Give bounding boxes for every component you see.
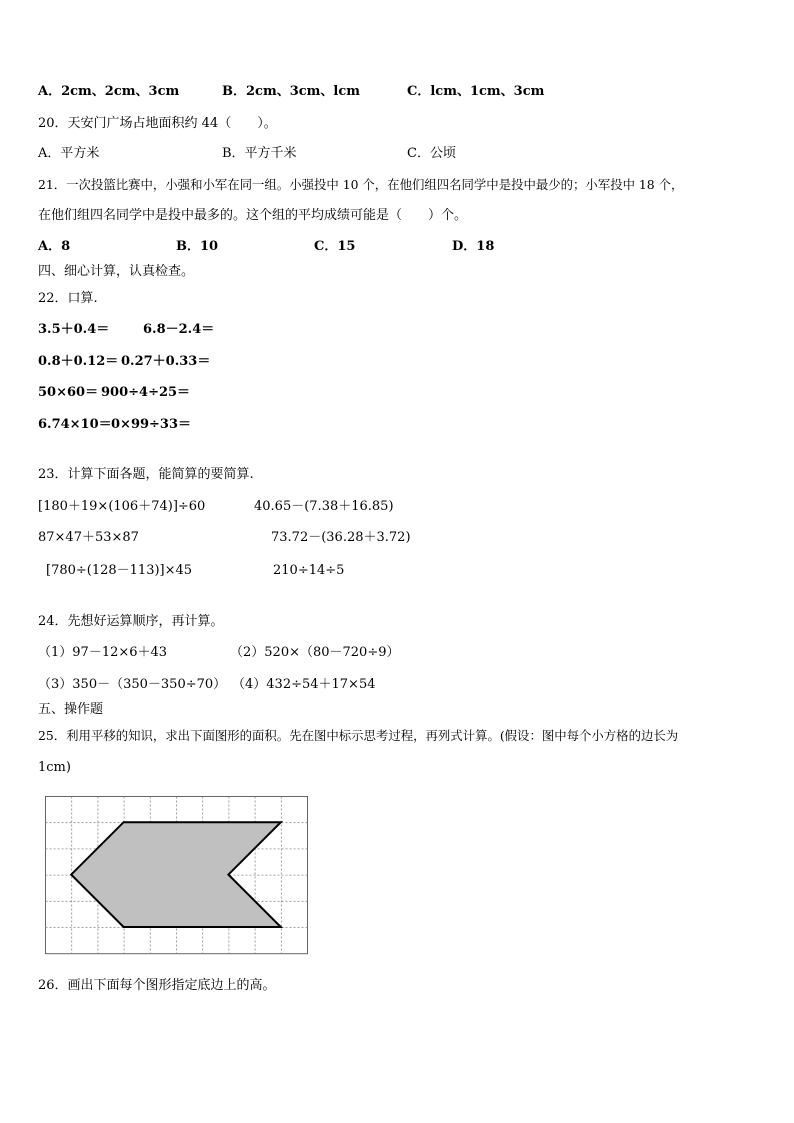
q24-item: （2）520×（80－720÷9） <box>230 645 400 660</box>
q23-item: 210÷14÷5 <box>273 563 345 578</box>
q23-title: 23．计算下面各题，能简算的要简算. <box>38 467 254 482</box>
q22-item: 6.8－2.4＝ <box>143 322 215 337</box>
q26-title: 26．画出下面每个图形指定底边上的高。 <box>38 978 276 993</box>
q23-item: 73.72－(36.28＋3.72) <box>271 530 411 545</box>
q22-item: 50×60＝ <box>38 385 99 400</box>
q20-option-a: A．平方米 <box>38 146 100 161</box>
q23-item: 87×47＋53×87 <box>38 530 139 545</box>
q20-option-b: B．平方千米 <box>222 146 297 161</box>
section-five-title: 五、操作题 <box>38 702 104 717</box>
q23-item: [180＋19×(106＋74)]÷60 <box>38 499 206 514</box>
q21-line1: 21．一次投篮比赛中，小强和小军在同一组。小强投中 10 个，在他们组四名同学中是投中最少的；小军投中 18 个， <box>38 177 684 192</box>
q22-title: 22．口算. <box>38 291 98 306</box>
q21-option-d: D．18 <box>452 239 495 254</box>
q22-item: 0×99÷33＝ <box>111 417 192 432</box>
q22-item: 0.8＋0.12＝ <box>38 354 119 369</box>
q19-option-c: C．lcm、1cm、3cm <box>407 84 545 99</box>
q20-question: 20．天安门广场占地面积约 44（ ）。 <box>38 116 277 131</box>
q19-option-a: A．2cm、2cm、3cm <box>38 84 180 99</box>
q22-item: 6.74×10＝ <box>38 417 112 432</box>
q23-item: [780÷(128－113)]×45 <box>46 563 193 578</box>
area-grid-figure <box>45 796 309 956</box>
q25-line1: 25．利用平移的知识，求出下面图形的面积。先在图中标示思考过程，再列式计算。(假设：图中每个小方格的边长为 <box>38 728 679 743</box>
q22-item: 3.5＋0.4＝ <box>38 322 110 337</box>
chevron-shape <box>71 822 281 927</box>
q19-option-b: B．2cm、3cm、lcm <box>222 84 361 99</box>
q25-line2: 1cm) <box>38 760 71 775</box>
q22-item: 900÷4÷25＝ <box>101 385 191 400</box>
q24-item: （3）350－（350－350÷70） <box>38 677 227 692</box>
q21-option-a: A．8 <box>38 239 71 254</box>
q24-item: （1）97－12×6＋43 <box>38 645 168 660</box>
q21-line2: 在他们组四名同学中是投中最多的。这个组的平均成绩可能是（ ）个。 <box>38 208 468 223</box>
section-four-title: 四、细心计算，认真检查。 <box>38 264 195 279</box>
q23-item: 40.65－(7.38＋16.85) <box>254 499 394 514</box>
q24-title: 24．先想好运算顺序，再计算。 <box>38 614 224 629</box>
q21-option-c: C．15 <box>314 239 356 254</box>
q21-option-b: B．10 <box>176 239 219 254</box>
q20-option-c: C．公顷 <box>407 146 456 161</box>
q22-item: 0.27＋0.33＝ <box>121 354 211 369</box>
q24-item: （4）432÷54＋17×54 <box>232 677 376 692</box>
